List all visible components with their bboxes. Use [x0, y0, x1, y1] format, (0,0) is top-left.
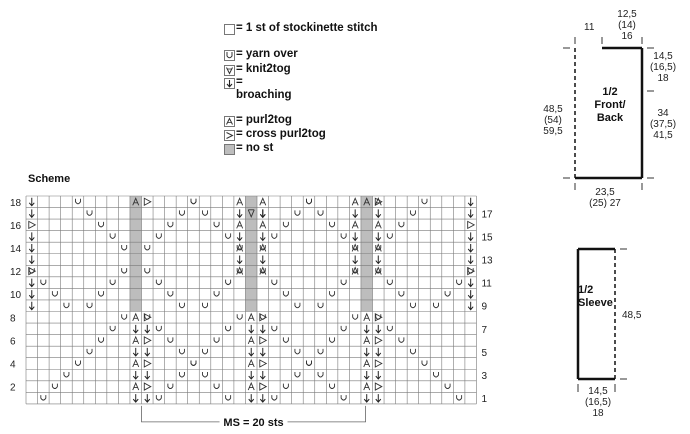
front-back-label: 1/2 Front/ Back: [594, 86, 626, 124]
purl2tog-mark: [237, 221, 243, 228]
yarn-over-mark: [434, 303, 439, 308]
yarn-over-mark: [226, 326, 231, 331]
front-back-top-right: 12,5 (14) 16: [617, 9, 637, 42]
yarn-over-mark: [110, 326, 115, 331]
yarn-over-mark: [272, 326, 277, 331]
broaching-mark: [133, 325, 138, 333]
broaching-mark: [376, 325, 381, 333]
yarn-over-mark: [387, 280, 392, 285]
front-back-bottom: 23,5 (25) 27: [589, 187, 621, 209]
yarn-over-mark: [214, 384, 219, 389]
legend-label-knit2tog: = knit2tog: [236, 63, 291, 75]
yarn-over-mark: [179, 210, 184, 215]
yarn-over-mark: [75, 360, 80, 365]
purl2tog-mark: [364, 314, 370, 321]
chart-title: Scheme: [28, 173, 71, 185]
yarn-over-mark: [283, 222, 288, 227]
broaching-mark: [260, 371, 265, 379]
yarn-over-mark: [445, 384, 450, 389]
yarn-over-mark: [75, 199, 80, 204]
sleeve-bottom: 14,5 (16,5) 18: [584, 386, 612, 419]
yarn-over-mark: [353, 314, 358, 319]
yarn-over-mark: [330, 337, 335, 342]
broaching-mark: [29, 279, 34, 287]
purl2tog-mark: [133, 337, 139, 344]
yarn-over-mark: [203, 349, 208, 354]
yarn-over-mark: [434, 372, 439, 377]
yarn-over-mark: [156, 233, 161, 238]
row-number-left: 18: [10, 197, 22, 209]
cross-purl2tog-icon: [224, 130, 235, 141]
yarn-over-mark: [410, 210, 415, 215]
broaching-mark: [237, 209, 242, 217]
purl2tog-icon: [224, 116, 235, 127]
broaching-mark: [29, 244, 34, 252]
cross-purl2tog-mark: [144, 383, 151, 390]
broaching-mark: [249, 325, 254, 333]
broaching-mark: [260, 348, 265, 356]
broaching-mark: [29, 232, 34, 240]
broaching-mark: [468, 244, 473, 252]
front-back-top-left: 11: [584, 22, 595, 33]
broaching-mark: [364, 394, 369, 402]
row-number-right: 11: [481, 278, 492, 290]
legend-label-broaching: = broaching: [236, 76, 292, 101]
yarn-over-mark: [306, 199, 311, 204]
row-number-left: 12: [10, 267, 22, 279]
yarn-over-mark: [272, 233, 277, 238]
stitch-chart: [0, 190, 520, 430]
yarn-over-mark: [122, 245, 127, 250]
yarn-over-mark: [156, 280, 161, 285]
row-number-left: 4: [10, 359, 16, 371]
yarn-over-mark: [341, 280, 346, 285]
yarn-over-mark: [283, 384, 288, 389]
broaching-mark: [364, 325, 369, 333]
yarn-over-mark: [87, 349, 92, 354]
yarn-over-mark: [87, 303, 92, 308]
ms-label: MS = 20 sts: [223, 416, 284, 429]
broaching-mark: [260, 256, 265, 264]
yarn-over-mark: [122, 268, 127, 273]
broaching-mark: [29, 198, 34, 206]
yarn-over-mark: [110, 280, 115, 285]
yarn-over-mark: [41, 280, 46, 285]
yarn-over-mark: [295, 303, 300, 308]
yarn-over-mark: [399, 291, 404, 296]
row-number-right: 17: [481, 209, 493, 221]
cross-purl2tog-mark: [144, 337, 151, 344]
row-number-left: 14: [10, 243, 22, 255]
broaching-mark: [376, 371, 381, 379]
broaching-mark: [29, 290, 34, 298]
yarn-over-mark: [168, 291, 173, 296]
broaching-mark: [353, 256, 358, 264]
yarn-over-mark: [330, 291, 335, 296]
yarn-over-mark: [283, 337, 288, 342]
yarn-over-mark: [145, 268, 150, 273]
broaching-mark: [468, 302, 473, 310]
broaching-mark: [145, 348, 150, 356]
yarn-over-mark: [191, 360, 196, 365]
row-number-left: 6: [10, 336, 16, 348]
yarn-over-mark: [64, 372, 69, 377]
yarn-over-mark: [87, 210, 92, 215]
broaching-mark: [468, 232, 473, 240]
broaching-mark: [376, 256, 381, 264]
broaching-mark: [237, 256, 242, 264]
broaching-mark: [133, 371, 138, 379]
row-number-left: 2: [10, 382, 16, 394]
broaching-mark: [133, 394, 138, 402]
purl2tog-mark: [260, 198, 266, 205]
legend-label-purl2tog: = purl2tog: [236, 114, 292, 126]
yarn-over-mark: [318, 349, 323, 354]
no-st-icon: [224, 144, 235, 155]
yarn-over-mark: [457, 280, 462, 285]
yarn-over-mark: [295, 210, 300, 215]
broaching-mark: [376, 232, 381, 240]
yarn-over-mark: [295, 349, 300, 354]
row-number-right: 1: [481, 394, 488, 406]
yarn-over-mark: [99, 337, 104, 342]
yarn-over-mark: [203, 372, 208, 377]
yarn-over-mark: [318, 210, 323, 215]
cross-purl2tog-mark: [144, 198, 151, 205]
yarn-over-mark: [99, 291, 104, 296]
yarn-over-mark: [399, 222, 404, 227]
yarn-over-mark: [156, 395, 161, 400]
broaching-mark: [468, 290, 473, 298]
yarn-over-mark: [145, 245, 150, 250]
yarn-over-mark: [306, 360, 311, 365]
yarn-over-mark: [330, 222, 335, 227]
broaching-mark: [133, 348, 138, 356]
yarn-over-mark: [399, 337, 404, 342]
broaching-mark: [249, 394, 254, 402]
cross-purl2tog-mark: [144, 360, 151, 367]
broaching-mark: [468, 279, 473, 287]
yarn-over-mark: [330, 384, 335, 389]
row-number-right: 13: [481, 255, 493, 267]
broaching-mark: [376, 209, 381, 217]
yarn-over-mark: [272, 280, 277, 285]
sleeve-right: 48,5: [622, 310, 642, 321]
yarn-over-mark: [422, 360, 427, 365]
knit2tog-icon: [224, 65, 235, 76]
broaching-mark: [376, 348, 381, 356]
broaching-mark: [145, 325, 150, 333]
yarn-over-mark: [203, 303, 208, 308]
broaching-mark: [260, 394, 265, 402]
yarn-over-mark: [226, 233, 231, 238]
broaching-mark: [29, 256, 34, 264]
purl2tog-mark: [133, 360, 139, 367]
front-back-right-upper: 14,5 (16,5) 18: [649, 51, 677, 84]
cross-purl2tog-mark: [375, 383, 382, 390]
yarn-over-mark: [110, 233, 115, 238]
yarn-over-mark: [341, 326, 346, 331]
purl2tog-mark: [364, 383, 370, 390]
cross-purl2tog-mark: [260, 360, 267, 367]
cross-purl2tog-mark: [468, 221, 475, 228]
broaching-mark: [364, 348, 369, 356]
stockinette-square-icon: [224, 24, 235, 35]
purl2tog-mark: [260, 221, 266, 228]
purl2tog-mark: [375, 198, 381, 205]
broaching-mark: [468, 209, 473, 217]
broaching-mark: [353, 209, 358, 217]
purl2tog-mark: [352, 198, 358, 205]
yarn-over-mark: [214, 337, 219, 342]
yarn-over-mark: [203, 210, 208, 215]
yarn-over-mark: [341, 233, 346, 238]
yarn-over-mark: [341, 395, 346, 400]
row-number-right: 5: [481, 347, 488, 359]
yarn-over-mark: [179, 303, 184, 308]
purl2tog-mark: [352, 221, 358, 228]
yarn-over-mark: [410, 303, 415, 308]
cross-purl2tog-mark: [375, 337, 382, 344]
broaching-mark: [468, 198, 473, 206]
front-back-left: 48,5 (54) 59,5: [543, 104, 563, 137]
yarn-over-mark: [422, 199, 427, 204]
yarn-over-mark: [226, 395, 231, 400]
legend-label-no-st: = no st: [236, 142, 274, 154]
broaching-mark: [237, 232, 242, 240]
yarn-over-mark: [387, 233, 392, 238]
row-number-left: 8: [10, 313, 16, 325]
yarn-over-mark: [445, 291, 450, 296]
purl2tog-mark: [248, 337, 254, 344]
yarn-over-mark: [168, 337, 173, 342]
broaching-mark: [249, 371, 254, 379]
broaching-mark: [29, 209, 34, 217]
front-back-right-lower: 34 (37,5) 41,5: [649, 108, 677, 141]
broaching-mark: [260, 232, 265, 240]
yarn-over-mark: [41, 395, 46, 400]
yarn-over-mark: [237, 314, 242, 319]
purl2tog-mark: [375, 221, 381, 228]
yarn-over-mark: [318, 303, 323, 308]
yarn-over-mark: [410, 349, 415, 354]
yarn-over-mark: [457, 395, 462, 400]
yarn-over-mark: [387, 326, 392, 331]
yarn-over-mark: [283, 291, 288, 296]
purl2tog-mark: [237, 198, 243, 205]
broaching-mark: [353, 232, 358, 240]
sleeve-label: 1/2 Sleeve: [578, 284, 613, 309]
purl2tog-mark: [248, 360, 254, 367]
yarn-over-mark: [295, 372, 300, 377]
yarn-over-mark: [214, 222, 219, 227]
row-number-left: 16: [10, 220, 22, 232]
yarn-over-mark: [214, 291, 219, 296]
cross-purl2tog-mark: [260, 383, 267, 390]
yarn-over-mark: [168, 384, 173, 389]
yarn-over-mark: [179, 349, 184, 354]
broaching-mark: [249, 348, 254, 356]
purl2tog-mark: [364, 360, 370, 367]
purl2tog-mark: [133, 314, 139, 321]
broaching-mark: [29, 302, 34, 310]
legend-label-yarn-over: = yarn over: [236, 48, 298, 60]
yarn-over-icon: [224, 50, 235, 61]
row-number-right: 7: [481, 324, 488, 336]
yarn-over-mark: [64, 303, 69, 308]
yarn-over-mark: [52, 384, 57, 389]
yarn-over-mark: [122, 314, 127, 319]
yarn-over-mark: [226, 280, 231, 285]
purl2tog-mark: [364, 337, 370, 344]
purl2tog-mark: [133, 383, 139, 390]
row-number-right: 3: [481, 371, 488, 383]
legend-label-cross-purl2tog: = cross purl2tog: [236, 128, 326, 140]
cross-purl2tog-mark: [375, 360, 382, 367]
purl2tog-mark: [248, 314, 254, 321]
yarn-over-mark: [99, 222, 104, 227]
yarn-over-mark: [272, 395, 277, 400]
cross-purl2tog-mark: [29, 221, 36, 228]
purl2tog-mark: [248, 383, 254, 390]
broaching-mark: [260, 209, 265, 217]
row-number-right: 9: [481, 301, 488, 313]
broaching-icon: [224, 78, 235, 89]
broaching-mark: [364, 371, 369, 379]
row-number-right: 15: [481, 232, 493, 244]
broaching-mark: [145, 371, 150, 379]
broaching-mark: [468, 256, 473, 264]
yarn-over-mark: [168, 222, 173, 227]
yarn-over-mark: [179, 372, 184, 377]
yarn-over-mark: [318, 372, 323, 377]
broaching-mark: [260, 325, 265, 333]
yarn-over-mark: [156, 326, 161, 331]
row-number-left: 10: [10, 290, 22, 302]
legend-label-stockinette: = 1 st of stockinette stitch: [236, 22, 378, 34]
broaching-mark: [376, 394, 381, 402]
yarn-over-mark: [52, 291, 57, 296]
yarn-over-mark: [191, 199, 196, 204]
cross-purl2tog-mark: [260, 337, 267, 344]
broaching-mark: [145, 394, 150, 402]
